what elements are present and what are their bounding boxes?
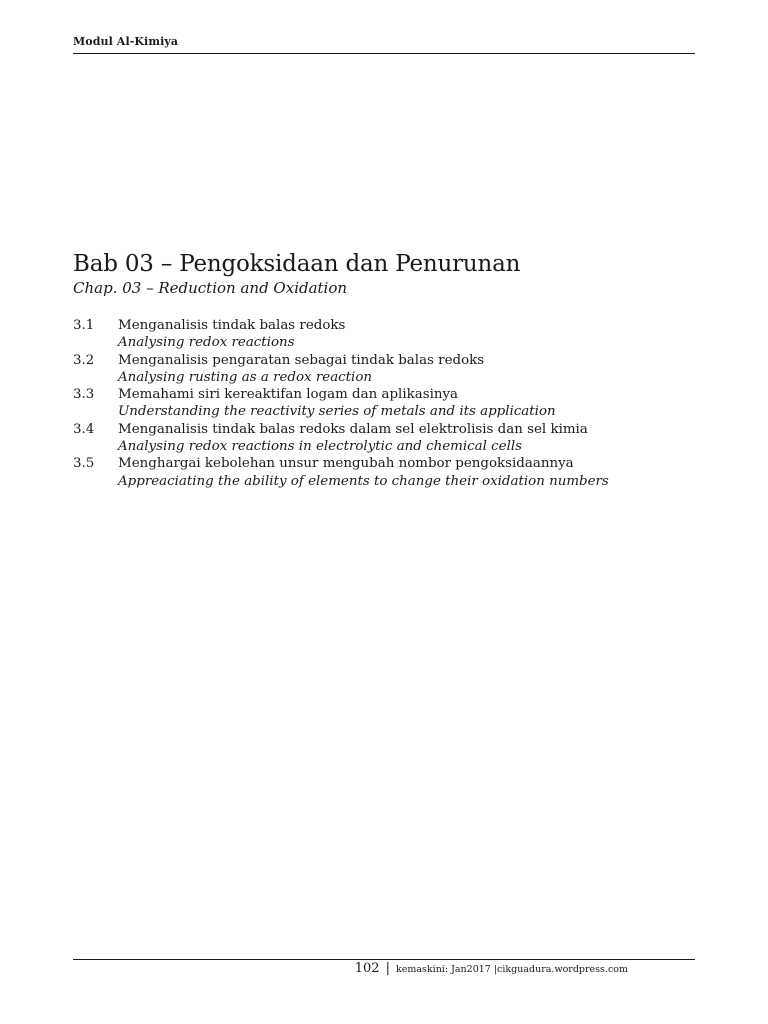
header-divider (73, 53, 695, 54)
footer-text: kemaskini: Jan2017 |cikguadura.wordpress.com (395, 964, 628, 975)
topic-item (73, 386, 713, 421)
topic-english: Analysing redox reactions (118, 335, 295, 351)
topic-number: 3.2 (73, 352, 95, 368)
topic-malay: Menganalisis tindak balas redoks dalam sel elektrolisis dan sel kimia (118, 421, 588, 437)
topic-malay: Menganalisis pengaratan sebagai tindak balas redoks (118, 352, 485, 368)
footer-separator: | (385, 961, 390, 976)
topic-item (73, 352, 713, 387)
topic-english: Understanding the reactivity series of metals and its application (118, 404, 556, 420)
topic-number: 3.1 (73, 318, 95, 333)
topic-item (73, 421, 713, 456)
topic-number: 3.3 (73, 387, 95, 403)
footer-divider (73, 959, 695, 960)
header-title: Modul Al-Kimiya (73, 35, 179, 48)
topic-english: Analysing redox reactions in electrolytic and chemical cells (118, 439, 523, 455)
topic-item (73, 455, 713, 490)
topic-number: 3.4 (73, 421, 95, 437)
chapter-subtitle: Chap. 03 – Reduction and Oxidation (73, 279, 348, 297)
page-number: 102 (354, 961, 380, 976)
topic-item (73, 317, 713, 352)
topic-list (73, 317, 713, 490)
topic-malay: Menganalisis tindak balas redoks (118, 318, 346, 333)
topic-malay: Menghargai kebolehan unsur mengubah nombor pengoksidaannya (118, 456, 574, 472)
chapter-heading (73, 248, 713, 298)
page-header (73, 34, 695, 54)
topic-english: Analysing rusting as a redox reaction (118, 369, 373, 385)
topic-english: Appreaciating the ability of elements to change their oxidation numbers (118, 473, 609, 489)
page-footer (355, 961, 628, 976)
topic-malay: Memahami siri kereaktifan logam dan aplikasinya (118, 387, 459, 403)
topic-number: 3.5 (73, 456, 95, 472)
chapter-title: Bab 03 – Pengoksidaan dan Penurunan (73, 251, 521, 277)
